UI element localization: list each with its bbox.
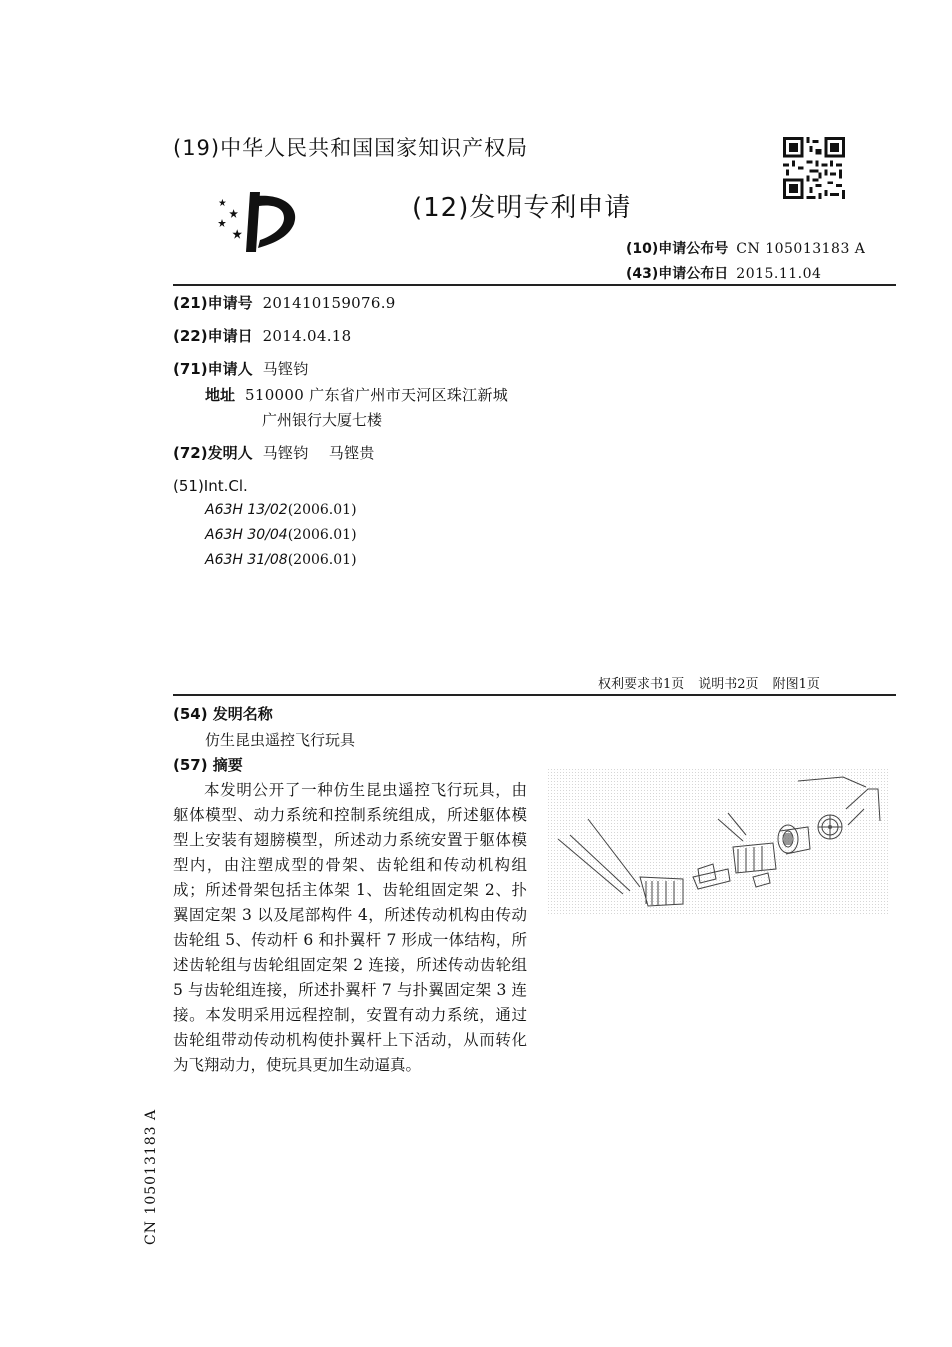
publication-number-row <box>626 238 865 258</box>
application-number-label: (21)申请号 <box>173 294 253 312</box>
ipc-version: (2006.01) <box>287 502 357 518</box>
page-counts <box>598 673 834 692</box>
application-date-label: (22)申请日 <box>173 327 253 345</box>
inventors: 马铿钧 马铿贵 <box>262 444 375 462</box>
application-date: 2014.04.18 <box>262 327 352 345</box>
ipc-code: A63H 31/08 <box>205 552 288 568</box>
publication-date-label: (43)申请公布日 <box>626 266 729 282</box>
abstract-text: 本发明公开了一种仿生昆虫遥控飞行玩具，由躯体模型、动力系统和控制系统组成，所述躯体模型上安装有翅膀模型，所述动力系统安置于躯体模型内，由注塑成型的骨架、齿轮组和传动机构组成；所述骨架包括主体架 1、齿轮组固定架 2、扑翼固定架 3 以及尾部构件 4，所述传动机构由传动齿轮组 5、传动杆 6 和扑翼杆 7 形成一体结构，所述齿轮组与齿轮组固定架 2 连接，所述传动齿轮组 5 与齿轮组连接，所述扑翼杆 7 与扑翼固定架 3 连接。本发明采用远程控制，安置有动力系统，通过齿轮组带动传动机构使扑翼杆上下活动，从而转化为飞翔动力，使玩具更加生动逼真。 <box>173 781 527 1074</box>
ipc-entry <box>205 527 357 543</box>
application-number: 201410159076.9 <box>262 294 396 312</box>
address-line-2: 广州银行大厦七楼 <box>262 411 383 429</box>
ipc-entry <box>205 552 357 568</box>
document-type: (12)发明专利申请 <box>412 193 632 223</box>
description-pages: 说明书2页 <box>698 677 759 692</box>
ipc-entry <box>205 502 357 518</box>
invention-title-label: (54) 发明名称 <box>173 705 273 723</box>
qr-code-icon <box>783 137 845 199</box>
cnipa-logo-icon <box>212 188 302 254</box>
applicant: 马铿钧 <box>262 360 309 378</box>
abstract-figure <box>548 769 888 915</box>
publication-number-label: (10)申请公布号 <box>626 241 729 257</box>
drawings-pages: 附图1页 <box>772 677 820 692</box>
address-line-1: 510000 广东省广州市天河区珠江新城 <box>245 386 509 404</box>
publication-number: CN 105013183 A <box>736 241 866 257</box>
ipc-version: (2006.01) <box>287 552 357 568</box>
section-divider <box>173 694 896 696</box>
applicant-label: (71)申请人 <box>173 360 253 378</box>
inventor-row <box>173 442 375 463</box>
int-cl-label: (51)Int.Cl. <box>173 477 248 495</box>
invention-title: 仿生昆虫遥控飞行玩具 <box>205 731 356 749</box>
inventor-label: (72)发明人 <box>173 444 253 462</box>
ipc-code: A63H 13/02 <box>205 502 288 518</box>
claims-pages: 权利要求书1页 <box>598 677 685 692</box>
abstract-label: (57) 摘要 <box>173 756 243 774</box>
office-name: (19)中华人民共和国国家知识产权局 <box>173 136 529 160</box>
address-row <box>205 384 508 405</box>
header-divider <box>173 284 896 286</box>
publication-date: 2015.11.04 <box>736 266 822 282</box>
application-number-row <box>173 292 396 313</box>
side-publication-number: CN 105013183 A <box>143 1108 159 1245</box>
ipc-code: A63H 30/04 <box>205 527 288 543</box>
ipc-version: (2006.01) <box>287 527 357 543</box>
publication-date-row <box>626 263 821 283</box>
application-date-row <box>173 325 351 346</box>
applicant-row <box>173 358 309 379</box>
address-label: 地址 <box>205 386 236 404</box>
